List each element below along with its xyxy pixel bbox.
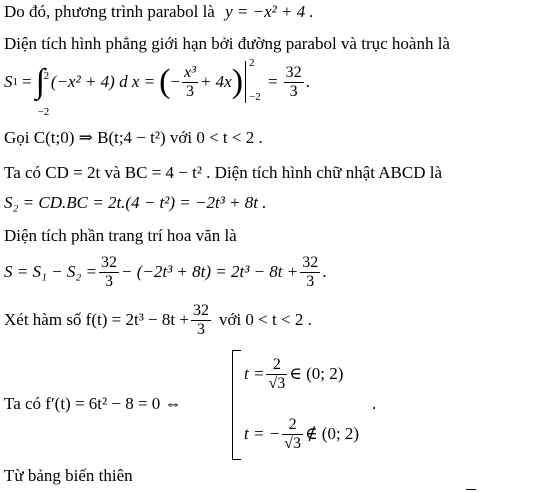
fraction-denominator: √3 bbox=[284, 434, 301, 452]
period: . bbox=[372, 394, 377, 413]
text: với 0 < t < 2 . bbox=[218, 310, 312, 329]
integral-lower-limit: −2 bbox=[37, 106, 50, 118]
fraction-2-over-sqrt3 bbox=[282, 416, 303, 453]
fraction-x3-over-3 bbox=[182, 64, 198, 101]
fraction-denominator: 3 bbox=[191, 320, 211, 339]
case-1 bbox=[244, 352, 343, 396]
text: Diện tích hình phẳng giới hạn bởi đường parabol và trục hoành là bbox=[4, 34, 450, 53]
fraction-32-over-3 bbox=[99, 254, 119, 291]
paren-close: ) bbox=[231, 63, 244, 100]
line-function bbox=[4, 298, 312, 342]
fraction-denominator: 3 bbox=[99, 272, 119, 291]
line-points bbox=[4, 128, 263, 148]
line-integral bbox=[4, 57, 310, 118]
math-subscript: 1 bbox=[12, 76, 18, 88]
period: . bbox=[322, 262, 327, 281]
line-decoration-intro bbox=[4, 226, 237, 246]
line-sides bbox=[4, 163, 442, 183]
fraction-denominator: 3 bbox=[300, 272, 320, 291]
math-symbol: S bbox=[4, 72, 13, 91]
evaluation-bar bbox=[245, 57, 264, 103]
evaluation-lower: −2 bbox=[249, 91, 261, 103]
fraction-numerator: 2 bbox=[272, 355, 281, 373]
fraction-numerator: 32 bbox=[101, 253, 117, 271]
math-term: Xét hàm số f(t) = 2t³ − 8t + bbox=[4, 310, 189, 329]
line-rect-area bbox=[4, 193, 267, 213]
fraction-denominator: 3 bbox=[284, 82, 304, 101]
fraction-numerator: x³ bbox=[184, 63, 196, 81]
line-area-intro bbox=[4, 34, 450, 54]
fraction-numerator: 32 bbox=[192, 301, 209, 319]
math-term: t = bbox=[244, 364, 265, 383]
text: Diện tích phần trang trí hoa văn là bbox=[4, 226, 237, 245]
case-2 bbox=[244, 412, 359, 456]
text: Ta có CD = 2t và BC = 4 − t² . Diện tích hình chữ nhật ABCD là bbox=[4, 163, 443, 182]
integral-sign: ∫ 2 −2 bbox=[36, 65, 45, 99]
fraction-denominator: 3 bbox=[182, 82, 198, 101]
line-decoration-area bbox=[4, 250, 327, 294]
minus-sign: − bbox=[170, 72, 181, 91]
period: . bbox=[305, 72, 310, 91]
fraction-numerator: 32 bbox=[302, 253, 319, 271]
math-equation: y = −x² + 4 . bbox=[225, 2, 314, 21]
case-bracket bbox=[232, 350, 241, 460]
fraction-denominator: √3 bbox=[268, 374, 286, 392]
equals-sign: = bbox=[268, 72, 278, 91]
line-parabol-equation bbox=[4, 2, 314, 22]
paren-open: ( bbox=[159, 63, 171, 100]
math-term: S = S₁ − S₂ = bbox=[4, 262, 97, 281]
math-term: ∉ (0; 2) bbox=[304, 424, 360, 443]
math-term: + 4x bbox=[199, 72, 232, 91]
integral-upper-limit: 2 bbox=[43, 70, 50, 82]
fraction-numerator: 2 bbox=[288, 415, 297, 433]
evaluation-upper: 2 bbox=[249, 57, 255, 69]
fraction-numerator: 32 bbox=[285, 63, 302, 81]
text: Gọi C(t;0) ⇒ B(t;4 − t²) với 0 < t < 2 . bbox=[4, 128, 263, 147]
line-derivative bbox=[4, 394, 182, 414]
fraction-result bbox=[284, 64, 304, 101]
text: Từ bảng biến thiên bbox=[4, 466, 133, 485]
text: Do đó, phương trình parabol là bbox=[4, 2, 215, 21]
math-equation: S₂ = CD.BC = 2t.(4 − t²) = −2t³ + 8t . bbox=[4, 193, 267, 212]
math-term: ∈ (0; 2) bbox=[289, 364, 344, 383]
equals-sign: = bbox=[22, 72, 32, 91]
math-term: − (−2t³ + 8t) = 2t³ − 8t + bbox=[121, 262, 299, 281]
fraction-32-over-3 bbox=[300, 254, 320, 291]
fraction-32-over-3 bbox=[191, 302, 211, 339]
math-equation: Ta có f′(t) = 6t² − 8 = 0 ⇔ bbox=[4, 394, 182, 413]
fraction-2-over-sqrt3 bbox=[266, 356, 287, 393]
overline-fragment bbox=[466, 489, 476, 490]
line-variation-table bbox=[4, 466, 133, 486]
integrand: (−x² + 4) d x = bbox=[50, 72, 156, 91]
math-term: t = − bbox=[244, 424, 281, 443]
